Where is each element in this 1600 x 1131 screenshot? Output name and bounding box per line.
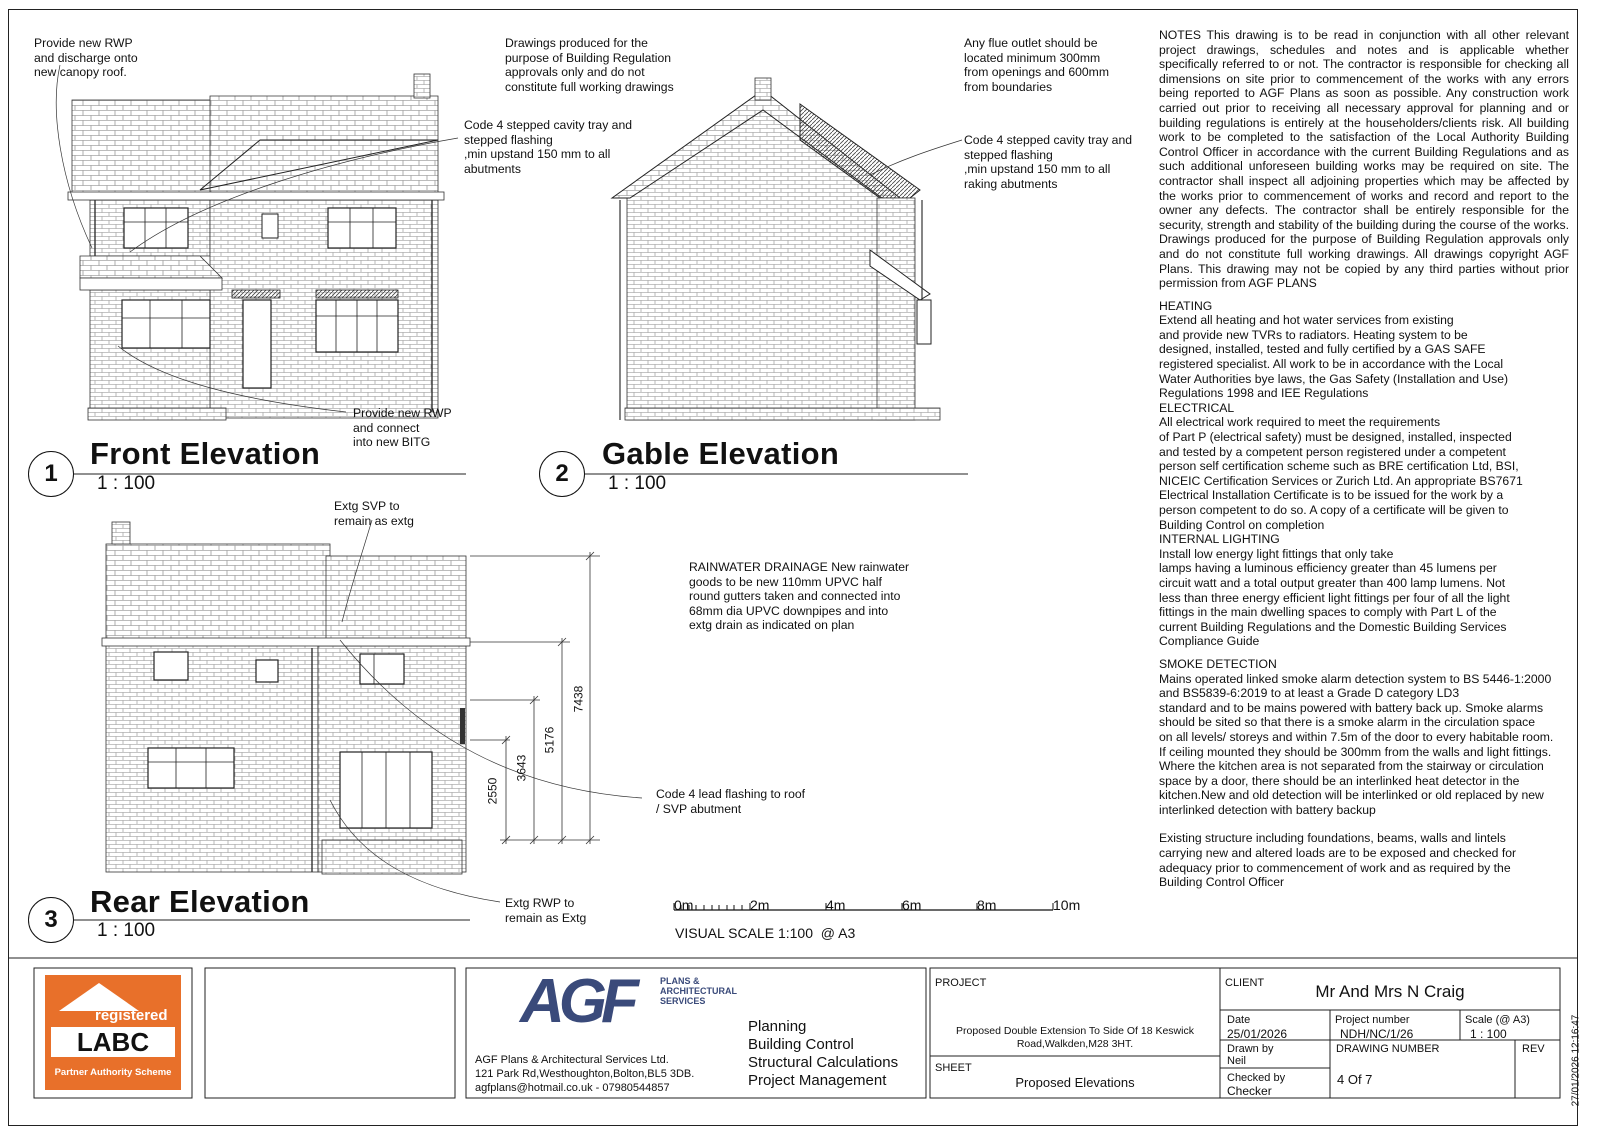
drawn-by-label: Drawn by [1227,1043,1274,1055]
rear-elevation-title: Rear Elevation [90,884,310,919]
note-svp: Extg SVP to remain as extg [334,499,414,528]
note-rwp-canopy: Provide new RWP and discharge onto new canopy roof. [34,36,138,80]
checked-by-label: Checked by [1227,1072,1286,1084]
scale-tick-8m: 8m [977,897,997,913]
labc-registered: registered [95,1007,168,1024]
rev-label: REV [1522,1043,1545,1055]
agf-contact: agfplans@hotmail.co.uk - 07980544857 [475,1082,670,1094]
date-value: 25/01/2026 [1227,1027,1288,1041]
agf-service-building-control: Building Control [748,1036,854,1053]
labc-name: LABC [51,1027,175,1057]
drawn-by-value: Neil [1227,1055,1246,1067]
notes-smoke-detection: SMOKE DETECTION Mains operated linked smoke alarm detection system to BS 5446-1:2000 and BS5839-6:2019 to at least a Grade D category LD3 standard and to be mains powered with battery back up. Smoke alarms should be sited so that there is a smoke alarm in the circulation space on all levels/ storeys and within 7.5m of the door to every habitable room. If ceiling mounted they should be 300mm from the walls and light fittings. Where the kitchen area is not separated from the stairway or circulation space by a door, there should be an interlinked heat detector in the kitchen.New and old detection will be interlinked or old replaced by new interlinked detection with battery backup [1159,656,1554,817]
note-extg-rwp: Extg RWP to remain as Extg [505,896,587,925]
dimension-5176: 5176 [542,726,557,754]
note-rainwater: RAINWATER DRAINAGE New rainwater goods to be new 110mm UPVC half round gutters taken and connected into 68mm dia UPVC downpipes and into extg drain as indicated on plan [689,560,910,633]
project-number-label: Project number [1335,1014,1410,1026]
rear-elevation-number: 3 [28,897,74,943]
client-name: Mr And Mrs N Craig [1315,982,1465,1001]
print-timestamp: 27/01/2026 12:16:47 [1570,1014,1582,1107]
scale-value: 1 : 100 [1470,1027,1507,1041]
gable-elevation-drawing [612,78,962,420]
dimension-3643: 3643 [514,754,529,782]
front-elevation-drawing [56,65,458,420]
note-lead-flashing: Code 4 lead flashing to roof / SVP abutment [656,787,806,816]
agf-service-planning: Planning [748,1018,807,1035]
agf-address: 121 Park Rd,Westhoughton,Bolton,BL5 3DB. [475,1068,695,1080]
front-elevation-scale: 1 : 100 [97,473,156,494]
sheet-label: SHEET [935,1062,972,1074]
dimension-2550: 2550 [485,777,500,805]
note-building-regs: Drawings produced for the purpose of Building Regulation approvals only and do not constitute full working drawings [505,36,674,94]
note-cavity-tray-gable: Code 4 stepped cavity tray and stepped flashing ,min upstand 150 mm to all raking abutments [964,133,1133,191]
sheet-title: Proposed Elevations [1015,1075,1135,1090]
agf-company-name: AGF Plans & Architectural Services Ltd. [475,1054,669,1066]
date-label: Date [1227,1014,1251,1026]
drawing-number-value: 4 Of 7 [1337,1072,1373,1087]
notes-column [1159,28,1569,890]
agf-service-project-management: Project Management [748,1072,887,1089]
checked-by-value: Checker [1227,1084,1272,1098]
scale-tick-4m: 4m [826,897,846,913]
gable-elevation-scale: 1 : 100 [608,473,667,494]
visual-scale-caption: VISUAL SCALE 1:100 @ A3 [675,925,856,941]
scale-tick-2m: 2m [750,897,770,913]
project-number-value: NDH/NC/1/26 [1340,1027,1414,1041]
notes-heating-electrical-lighting: HEATING Extend all heating and hot water services from existing and provide new TVRs to radiators. Heating system to be designed, installed, tested and fully certified by a GAS SAFE registered specialist. All work to be in accordance with the Local Water Authorities bye laws, the Gas Safety (Installation and Use) Regulations 1998 and IEE Regulations ELECTRICAL All electrical work required to meet the requirements of Part P (electrical safety) must be designed, installed, inspected and tested by a competent person registered under a competent person self certification scheme such as BRE certification Ltd, BSI, NICEIC Certification Services or Zurich Ltd. An appropriate BS7671 Electrical Installation Certificate is to be issued for the work by a person competent to do so. A copy of a certificate will be given to Building Control on completion INTERNAL LIGHTING Install low energy light fittings that only take lamps having a luminous efficiency greater than 45 lumens per circuit watt and a total output greater than 400 lamp lumens. Not less than three energy efficient light fittings per four of all the light fittings in the main dwelling spaces to comply with Part L of the current Building Regulations and the Domestic Building Services Compliance Guide [1159,298,1523,649]
scale-tick-10m: 10m [1053,897,1081,913]
gable-elevation-number: 2 [539,451,585,497]
gable-elevation-title: Gable Elevation [602,436,840,471]
note-flue: Any flue outlet should be located minimum 300mm from openings and 600mm from boundaries [964,36,1109,94]
note-rwp-bitg: Provide new RWP and connect into new BITG [353,406,452,450]
drawing-number-label: DRAWING NUMBER [1336,1043,1440,1055]
scale-tick-6m: 6m [902,897,922,913]
rear-elevation-scale: 1 : 100 [97,920,156,941]
labc-scheme: Partner Authority Scheme [54,1067,172,1078]
agf-logo: AGF [520,967,633,1036]
note-cavity-tray-front: Code 4 stepped cavity tray and stepped flashing ,min upstand 150 mm to all abutments [464,118,633,176]
scale-tick-0m: 0m [674,897,694,913]
scale-label: Scale (@ A3) [1465,1014,1530,1026]
project-label: PROJECT [935,977,987,989]
client-label: CLIENT [1225,977,1265,989]
notes-structure: Existing structure including foundations, beams, walls and lintels carrying new and altered loads are to be exposed and checked for adequacy prior to commencement of work and as required by the Building Control Officer [1159,831,1517,890]
project-description: Proposed Double Extension To Side Of 18 Keswick Road,Walkden,M28 3HT. [956,1025,1194,1050]
agf-service-structural: Structural Calculations [748,1054,899,1071]
dimension-7438: 7438 [571,685,586,713]
front-elevation-number: 1 [28,451,74,497]
rear-elevation-drawing [102,520,642,902]
front-elevation-title: Front Elevation [90,436,321,471]
notes-general: NOTES This drawing is to be read in conjunction with all other relevant project drawings, schedules and notes and is applicable whether specifically referred to or not. The contractor is responsible for checking all dimensions on site prior to commencement of the works with any errors being reported to AGF Plans as soon as possible. Any construction work carried out prior to receiving all necessary approval for planning and or building regulations is entirely at the householders/clients risk. All building work to be completed to the satisfaction of the Local Authority Building Control Officer in accordance with the current Building Regulations and as such additional unforeseen building works may be required on site. The contractor shall inspect all adjoining properties which may be affected by the works prior to commencement of works and record and report to the owner any defects. The contractor shall be entirely responsible for the security, strength and stability of the building during the course of the works. Drawings produced for the purpose of Building Regulation approvals only and do not constitute full working drawings. All drawings copyright AGF Plans. This drawing may not be copied by any third parties without prior permission from AGF PLANS [1159,28,1569,291]
labc-logo [45,975,181,1090]
agf-logo-subtitle: PLANS & ARCHITECTURAL SERVICES [660,976,737,1006]
